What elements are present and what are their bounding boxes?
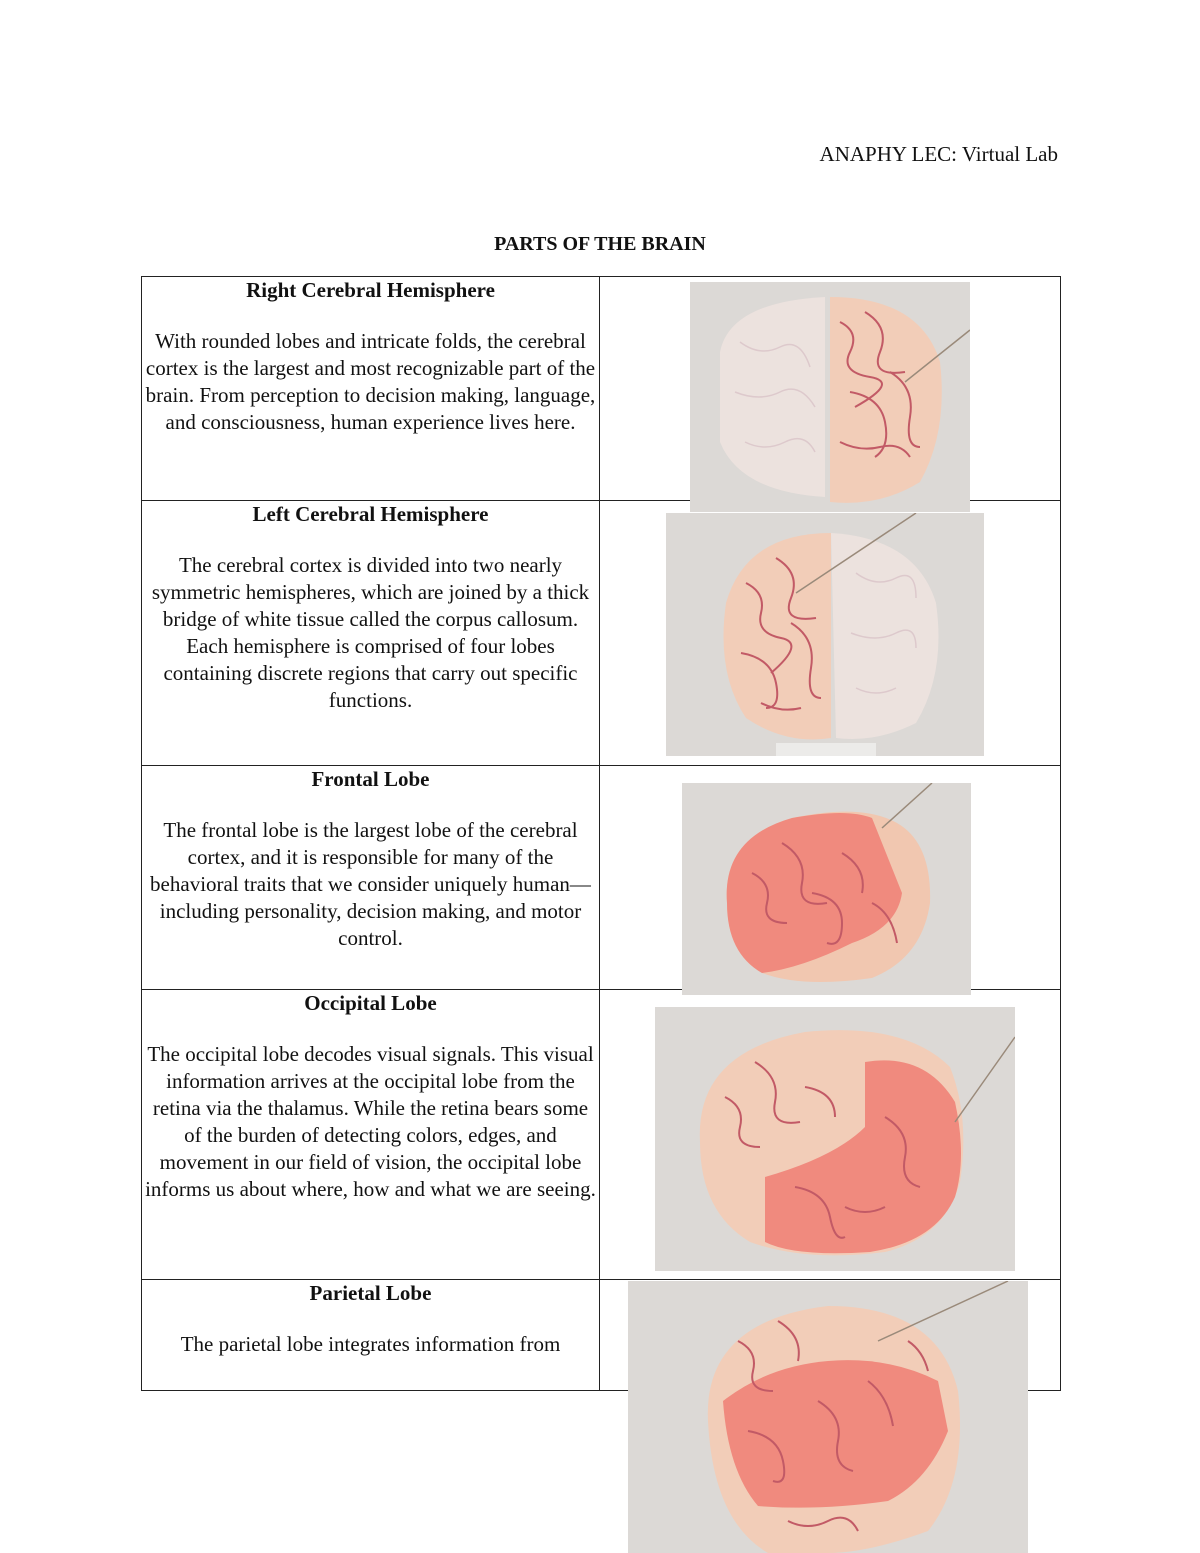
- image-cell: [600, 766, 1061, 990]
- row-heading: Left Cerebral Hemisphere: [252, 502, 489, 526]
- brain-occipital-lobe-image: [655, 1007, 1015, 1271]
- table-row: [142, 766, 1061, 990]
- brain-right-hemisphere-image: [690, 282, 970, 512]
- table-row: [142, 501, 1061, 766]
- row-heading: Parietal Lobe: [309, 1281, 432, 1305]
- row-heading: Right Cerebral Hemisphere: [246, 278, 495, 302]
- text-cell: [142, 990, 600, 1280]
- row-body: The frontal lobe is the largest lobe of the cerebral cortex, and it is responsible for many of the behavioral traits that we consider uniquely human—including personality, decision making, and motor control.: [150, 818, 591, 950]
- row-body: The cerebral cortex is divided into two nearly symmetric hemispheres, which are joined by a thick bridge of white tissue called the corpus callosum. Each hemisphere is comprised of four lobes containing discrete regions that carry out specific functions.: [151, 553, 590, 712]
- text-cell: [142, 1280, 600, 1391]
- brain-left-hemisphere-image: [666, 513, 984, 756]
- image-cell: [600, 277, 1061, 501]
- row-body: The occipital lobe decodes visual signals. This visual information arrives at the occipital lobe from the retina via the thalamus. While the retina bears some of the burden of detecting colors, edges, and movement in our field of vision, the occipital lobe informs us about where, how and what we are seeing.: [145, 1042, 596, 1201]
- text-cell: [142, 277, 600, 501]
- table-row: [142, 277, 1061, 501]
- brain-frontal-lobe-image: [682, 783, 971, 995]
- text-cell: [142, 766, 600, 990]
- row-body: With rounded lobes and intricate folds, the cerebral cortex is the largest and most recognizable part of the brain. From perception to decision making, language, and consciousness, human experience lives here.: [145, 329, 596, 434]
- row-body: The parietal lobe integrates information from: [180, 1332, 561, 1356]
- brain-parietal-lobe-image: [628, 1281, 1028, 1553]
- row-heading: Frontal Lobe: [311, 767, 430, 791]
- text-cell: [142, 501, 600, 766]
- brain-parts-table: [141, 276, 1061, 1391]
- image-cell: [600, 990, 1061, 1280]
- image-cell: [600, 501, 1061, 766]
- course-header: ANAPHY LEC: Virtual Lab: [819, 142, 1058, 166]
- page-title: PARTS OF THE BRAIN: [494, 233, 706, 255]
- table-row: [142, 990, 1061, 1280]
- row-heading: Occipital Lobe: [304, 991, 437, 1015]
